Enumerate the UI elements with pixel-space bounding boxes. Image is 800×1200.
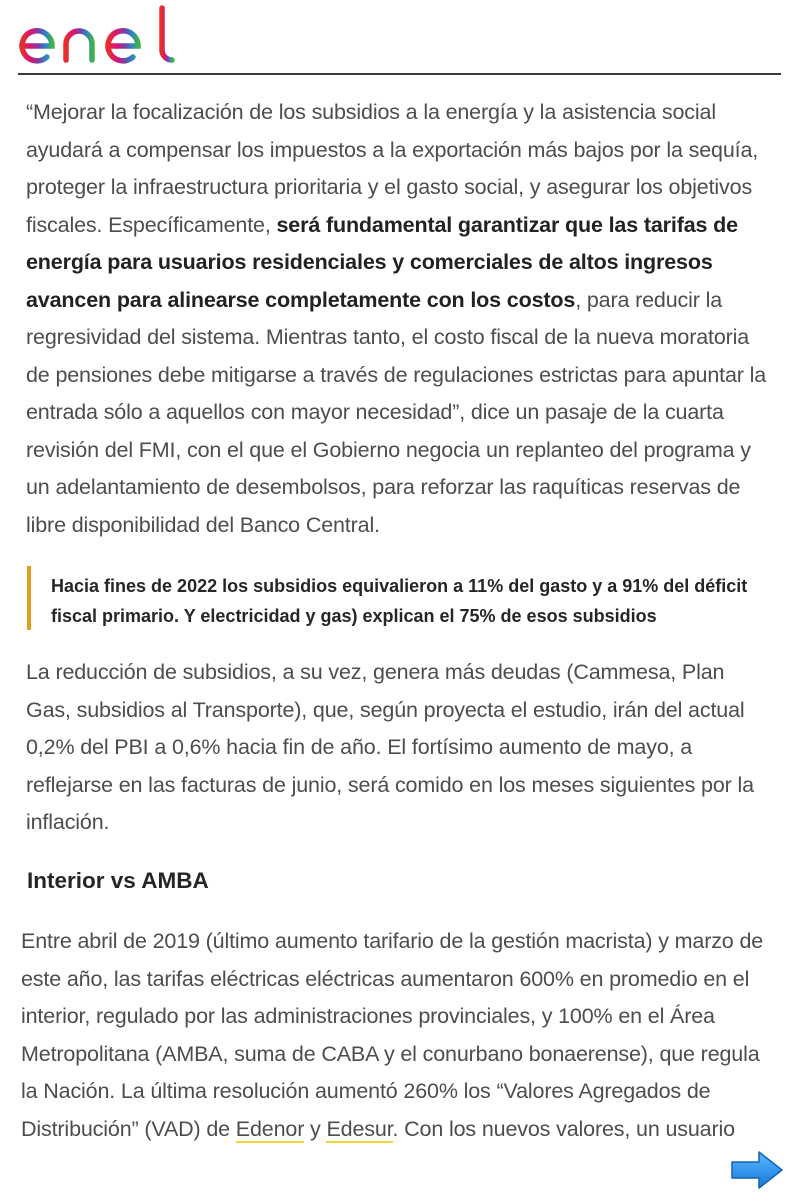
article-paragraph: La reducción de subsidios, a su vez, genera más deudas (Cammesa, Plan Gas, subsidios al Transporte), que, según proyecta el estudio, irán del actual 0,2% del PBI a 0,6% hacia fin de año. El fortísimo aumento de mayo, a reflejarse en las facturas de junio, será comido en los meses siguientes por la inflación. [26,660,754,834]
site-header [0,0,800,76]
paragraph-text: . Con los nuevos valores, un usuario [392,1116,735,1141]
section-heading: Interior vs AMBA [27,868,209,893]
paragraph-text: “Mejorar la focalización de los subsidios a la energía y la asistencia social ayudará a compensar los impuestos a la exportación más bajos por la sequía, proteger la infraestructura prioritaria y el gasto social, y asegurar los objetivos fiscales. Específicamente, [26,100,759,237]
arrow-right-icon[interactable] [729,1148,785,1192]
paragraph-bold-text: será fundamental garantizar que las tarifas de energía para usuarios residenciales y comerciales de altos ingresos avancen para alinearse completamente con los costos [26,212,738,312]
article-paragraph [26,94,771,544]
article-paragraph [21,923,781,1148]
pull-quote [27,566,767,630]
edenor-link[interactable]: Edenor [235,1116,305,1141]
paragraph-text: , para reducir la regresividad del sistema. Mientras tanto, el costo fiscal de la nueva moratoria de pensiones debe mitigarse a través de regulaciones estrictas para apuntar la entrada sólo a aquellos con mayor necesidad”, dice un pasaje de la cuarta revisión del FMI, con el que el Gobierno negocia un replanteo del programa y un adelantamiento de desembolsos, para reforzar las raquíticas reservas de libre disponibilidad del Banco Central. [26,287,767,537]
header-divider [18,73,781,75]
enel-logo[interactable] [16,4,184,70]
pull-quote-text: Hacia fines de 2022 los subsidios equivalieron a 11% del gasto y a 91% del déficit fiscal primario. Y electricidad y gas) explican el 75% de esos subsidios [51,576,748,626]
paragraph-text: Entre abril de 2019 (último aumento tarifario de la gestión macrista) y marzo de este año, las tarifas eléctricas eléctricas aumentaron 600% en promedio en el interior, regulado por las administraciones provinciales, y 100% en el Área Metropolitana (AMBA, suma de CABA y el conurbano bonaerense), que regula la Nación. La última resolución aumentó 260% los “Valores Agregados de Distribución” (VAD) de [21,929,764,1141]
edesur-link[interactable]: Edesur [326,1116,393,1141]
paragraph-text: y [304,1116,327,1141]
